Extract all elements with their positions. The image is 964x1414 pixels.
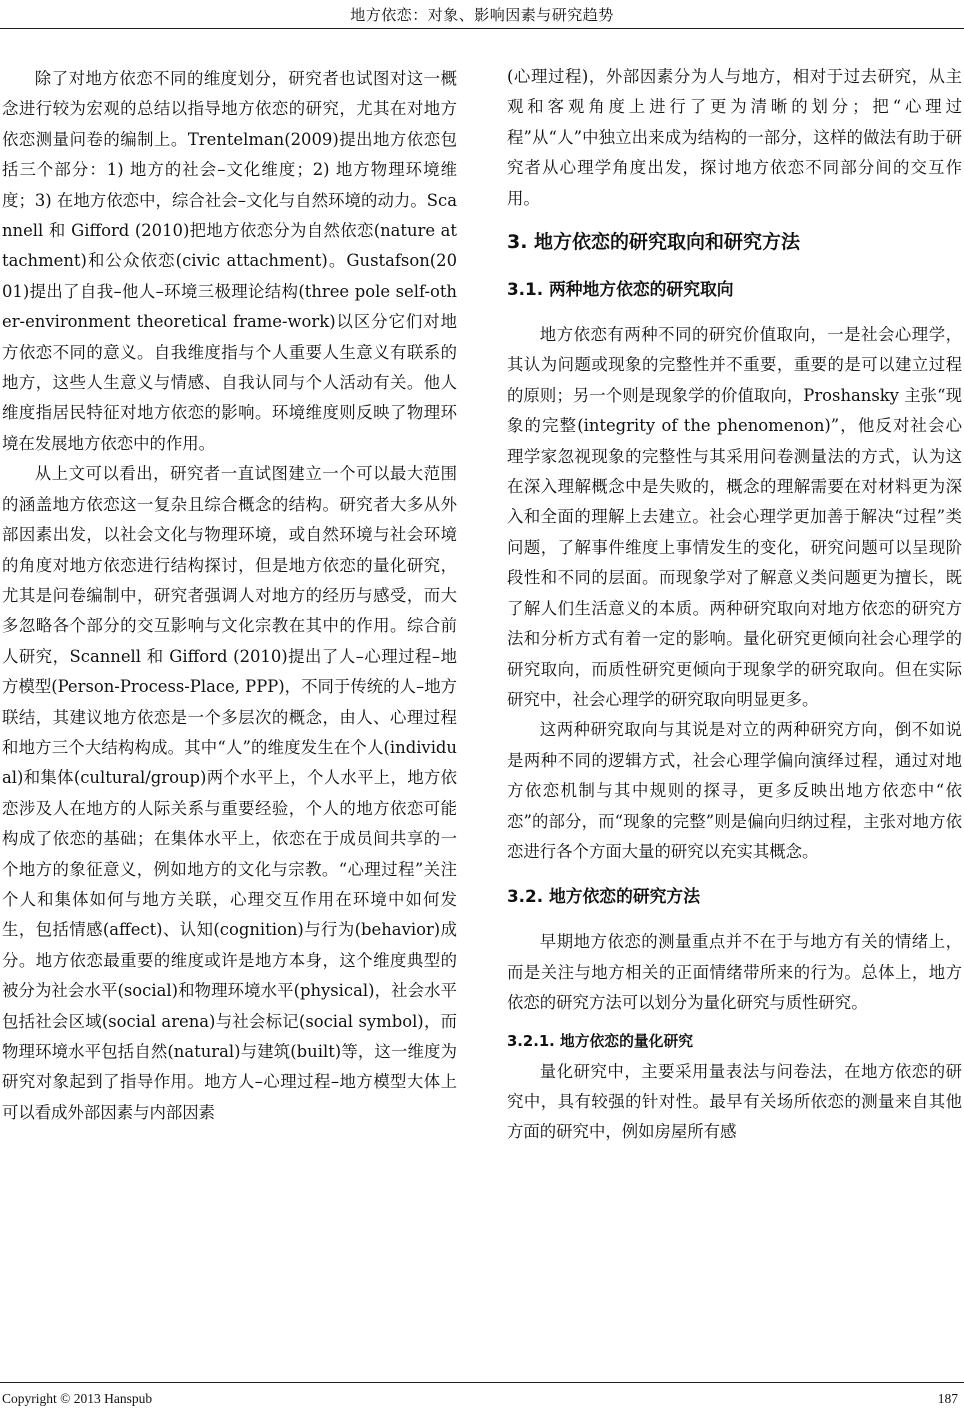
section-heading-3: 3. 地方依恋的研究取向和研究方法 bbox=[507, 231, 801, 254]
copyright-notice: Copyright © 2013 Hanspub bbox=[2, 1391, 153, 1406]
body-paragraph-continued: (心理过程)，外部因素分为人与地方，相对于过去研究，从主观和客观角度上进行了更为清晰的划分；把“心理过程”从“人”中独立出来成为结构的一部分，这样的做法有助于研究者从心理学角度出发，探讨地方依恋不同部分间的交互作用。 bbox=[507, 67, 962, 208]
section-heading-3-1: 3.1. 两种地方依恋的研究取向 bbox=[507, 279, 734, 300]
body-paragraph: 除了对地方依恋不同的维度划分，研究者也试图对这一概念进行较为宏观的总结以指导地方依恋的研究，尤其在对地方依恋测量问卷的编制上。Trentelman(2009)提出地方依恋包括三个部分：1) 地方的社会–文化维度；2) 地方物理环境维度；3) 在地方依恋中，综合社会–文化与自然环境的动力。Scannell 和 Gifford (2010)把地方依恋分为自然依恋(nature attachment)和公众依恋(civic attachment)。Gustafson(2001)提出了自我–他人–环境三极理论结构(three pole self-other-environment theoretical frame-work)以区分它们对地方依恋不同的意义。自我维度指与个人重要人生意义有联系的地方，这些人生意义与情感、自我认同与个人活动有关。他人维度指居民特征对地方依恋的影响。环境维度则反映了物理环境在发展地方依恋中的作用。 bbox=[2, 69, 457, 453]
section-heading-3-2-1: 3.2.1. 地方依恋的量化研究 bbox=[507, 1032, 694, 1050]
body-paragraph: 量化研究中，主要采用量表法与问卷法，在地方依恋的研究中，具有较强的针对性。最早有关场所依恋的测量来自其他方面的研究中，例如房屋所有感 bbox=[507, 1061, 962, 1142]
footer-rule bbox=[0, 1382, 964, 1383]
page-number: 187 bbox=[937, 1391, 958, 1406]
body-paragraph: 早期地方依恋的测量重点并不在于与地方有关的情绪上，而是关注与地方相关的正面情绪带所来的行为。总体上，地方依恋的研究方法可以划分为量化研究与质性研究。 bbox=[507, 932, 962, 1013]
body-paragraph: 从上文可以看出，研究者一直试图建立一个可以最大范围的涵盖地方依恋这一复杂且综合概念的结构。研究者大多从外部因素出发，以社会文化与物理环境，或自然环境与社会环境的角度对地方依恋进行结构探讨，但是地方依恋的量化研究，尤其是问卷编制中，研究者强调人对地方的经历与感受，而大多忽略各个部分的交互影响与文化宗教在其中的作用。综合前人研究，Scannell 和 Gifford (2010)提出了人–心理过程–地方模型(Person-Process-Place, PPP)，不同于传统的人–地方联结，其建议地方依恋是一个多层次的概念，由人、心理过程和地方三个大结构构成。其中“人”的维度发生在个人(individual)和集体(cultural/group)两个水平上，个人水平上，地方依恋涉及人在地方的人际关系与重要经验，个人的地方依恋可能构成了依恋的基础；在集体水平上，依恋在于成员间共享的一个地方的象征意义，例如地方的文化与宗教。“心理过程”关注个人和集体如何与地方关联，心理交互作用在环境中如何发生，包括情感(affect)、认知(cognition)与行为(behavior)成分。地方依恋最重要的维度或许是地方本身，这个维度典型的被分为社会水平(social)和物理环境水平(physical)，社会水平包括社会区域(social arena)与社会标记(social symbol)，而物理环境水平包括自然(natural)与建筑(built)等，这一维度为研究对象起到了指导作用。地方人–心理过程–地方模型大体上可以看成外部因素与内部因素 bbox=[2, 464, 457, 1122]
body-paragraph: 这两种研究取向与其说是对立的两种研究方向，倒不如说是两种不同的逻辑方式，社会心理学偏向演绎过程，通过对地方依恋机制与其中规则的探寻，更多反映出地方依恋中“依恋”的部分，而“现象的完整”则是偏向归纳过程，主张对地方依恋进行各个方面大量的研究以充实其概念。 bbox=[507, 720, 962, 861]
right-column bbox=[507, 62, 962, 1148]
running-title: 地方依恋：对象、影响因素与研究趋势 bbox=[350, 6, 614, 24]
section-heading-3-2: 3.2. 地方依恋的研究方法 bbox=[507, 886, 700, 907]
header-rule bbox=[0, 28, 964, 29]
left-column bbox=[2, 64, 457, 1128]
body-paragraph: 地方依恋有两种不同的研究价值取向，一是社会心理学，其认为问题或现象的完整性并不重要，重要的是可以建立过程的原则；另一个则是现象学的价值取向，Proshansky 主张“现象的完整(integrity of the phenomenon)”，他反对社会心理学家忽视现象的完整性与其采用问卷测量法的方式，认为这在深入理解概念中是失败的，概念的理解需要在对材料更为深入和全面的理解上去建立。社会心理学更加善于解决“过程”类问题，了解事件维度上事情发生的变化，研究问题可以呈现阶段性和不同的层面。而现象学对了解意义类问题更为擅长，既了解人们生活意义的本质。两种研究取向对地方依恋的研究方法和分析方式有着一定的影响。量化研究更倾向社会心理学的研究取向，而质性研究更倾向于现象学的研究取向。但在实际研究中，社会心理学的研究取向明显更多。 bbox=[507, 325, 962, 709]
